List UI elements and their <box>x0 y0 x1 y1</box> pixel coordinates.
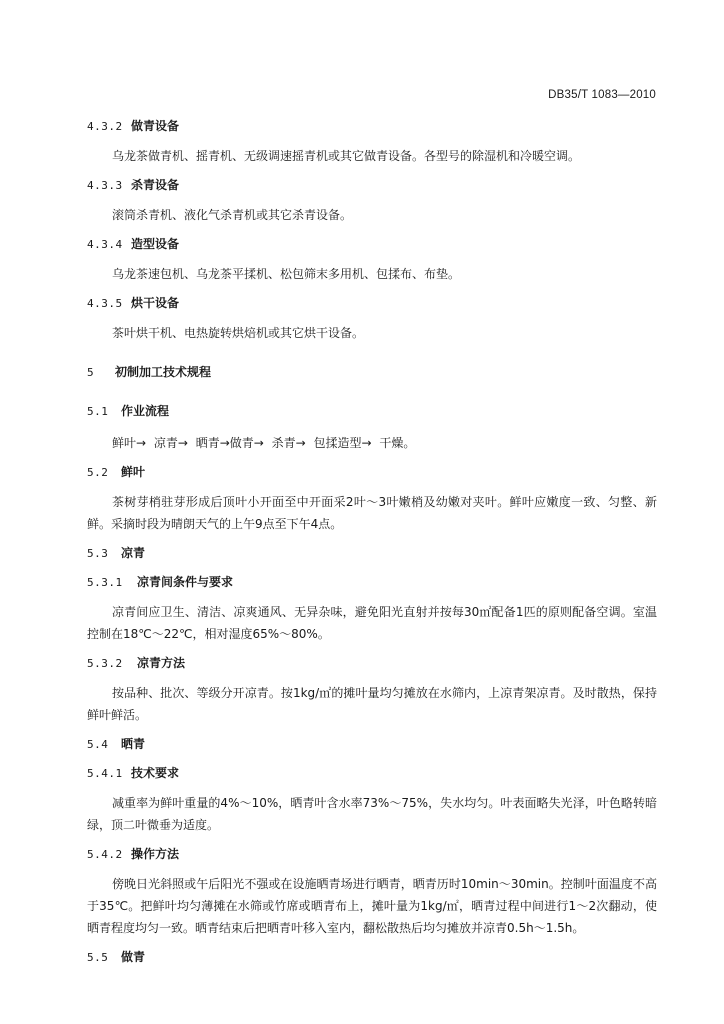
document-code: DB35/T 1083—2010 <box>548 89 656 101</box>
section-text-5-4-1: 减重率为鲜叶重量的4%～10%，晒青叶含水率73%～75%，失水均匀。叶表面略失光泽，叶色略转暗绿，顶二叶微垂为适度。 <box>87 796 657 832</box>
section-text-4-3-5: 茶叶烘干机、电热旋转烘焙机或其它烘干设备。 <box>112 326 365 340</box>
section-number: 5.5 <box>87 951 109 964</box>
section-text-4-3-3: 滚筒杀青机、液化气杀青机或其它杀青设备。 <box>112 208 353 222</box>
section-heading-4-3-2 <box>87 116 657 137</box>
section-title: 做青设备 <box>131 119 180 133</box>
section-title: 凉青 <box>121 546 146 560</box>
section-title: 晒青 <box>121 737 146 751</box>
section-number: 5.4.2 <box>87 848 123 861</box>
section-text-5-3-1: 凉青间应卫生、清洁、凉爽通风、无异杂味，避免阳光直射并按每30㎡配备1匹的原则配备空调。室温控制在18℃～22℃，相对湿度65%～80%。 <box>87 605 657 641</box>
section-heading-5 <box>87 362 657 383</box>
section-number: 5.2 <box>87 466 109 479</box>
section-number: 4.3.3 <box>87 179 123 192</box>
section-heading-5-3 <box>87 543 657 564</box>
section-number: 4.3.2 <box>87 120 123 133</box>
section-text-5-4-2: 傍晚日光斜照或午后阳光不强或在设施晒青场进行晒青，晒青历时10min～30min。控制叶面温度不高于35℃。把鲜叶均匀薄摊在水筛或竹席或晒青布上，摊叶量为1kg/㎡，晒青过程中间进行1～2次翻动，使晒青程度均匀一致。晒青结束后把晒青叶移入室内，翻松散热后均匀摊放并凉青0.5h～1.5h。 <box>87 877 657 935</box>
section-title: 作业流程 <box>121 404 170 418</box>
section-number: 5.4 <box>87 738 109 751</box>
section-heading-5-3-1 <box>87 572 657 593</box>
section-title: 做青 <box>121 950 146 964</box>
section-number: 5.3.2 <box>87 657 123 670</box>
section-number: 4.3.5 <box>87 297 123 310</box>
section-heading-5-4-1 <box>87 763 657 784</box>
section-heading-5-5 <box>87 947 657 968</box>
section-title: 杀青设备 <box>131 178 180 192</box>
section-title: 造型设备 <box>131 237 180 251</box>
section-text-5-1: 鲜叶→ 凉青→ 晒青→做青→ 杀青→ 包揉造型→ 干燥。 <box>112 436 416 450</box>
section-title: 操作方法 <box>131 847 180 861</box>
section-number: 5.3.1 <box>87 576 123 589</box>
section-title: 凉青方法 <box>137 656 186 670</box>
section-number: 5 <box>87 366 95 379</box>
section-heading-5-2 <box>87 462 657 483</box>
section-text-5-2: 茶树芽梢驻芽形成后顶叶小开面至中开面采2叶～3叶嫩梢及幼嫩对夹叶。鲜叶应嫩度一致、匀整、新鲜。采摘时段为晴朗天气的上午9点至下午4点。 <box>87 495 657 531</box>
section-title: 技术要求 <box>131 766 180 780</box>
section-text-4-3-4: 乌龙茶速包机、乌龙茶平揉机、松包筛末多用机、包揉布、布垫。 <box>112 267 461 281</box>
section-number: 5.1 <box>87 405 109 418</box>
section-number: 4.3.4 <box>87 238 123 251</box>
document-body <box>87 116 657 968</box>
section-heading-5-1 <box>87 401 657 422</box>
section-number: 5.3 <box>87 547 109 560</box>
section-heading-5-4 <box>87 734 657 755</box>
section-heading-5-3-2 <box>87 653 657 674</box>
section-heading-4-3-3 <box>87 175 657 196</box>
section-heading-4-3-5 <box>87 293 657 314</box>
section-heading-4-3-4 <box>87 234 657 255</box>
section-title: 初制加工技术规程 <box>115 365 212 379</box>
section-text-5-3-2: 按品种、批次、等级分开凉青。按1kg/㎡的摊叶量均匀摊放在水筛内，上凉青架凉青。及时散热，保持鲜叶鲜活。 <box>87 686 657 722</box>
section-title: 鲜叶 <box>121 465 146 479</box>
section-text-4-3-2: 乌龙茶做青机、摇青机、无级调速摇青机或其它做青设备。各型号的除湿机和冷暖空调。 <box>112 149 581 163</box>
section-title: 凉青间条件与要求 <box>137 575 234 589</box>
section-title: 烘干设备 <box>131 296 180 310</box>
section-number: 5.4.1 <box>87 767 123 780</box>
section-heading-5-4-2 <box>87 844 657 865</box>
